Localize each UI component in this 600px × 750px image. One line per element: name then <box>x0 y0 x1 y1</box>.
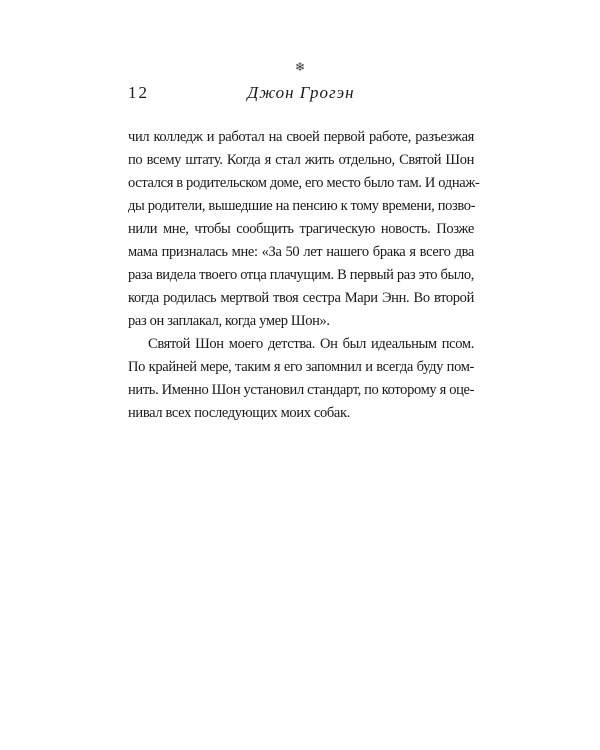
text-line: По крайней мере, таким я его запомнил и всегда буду пом- <box>128 359 474 375</box>
body-text <box>128 126 480 425</box>
page-number: 12 <box>128 83 149 102</box>
page-header <box>128 82 474 106</box>
text-line: по всему штату. Когда я стал жить отдельно, Святой Шон <box>128 152 474 168</box>
text-line: раз он заплакал, когда умер Шон». <box>128 313 330 329</box>
text-line: чил колледж и работал на своей первой работе, разъезжая <box>128 129 474 145</box>
text-line: раза видела твоего отца плачущим. В первый раз это было, <box>128 267 474 283</box>
text-line: когда родилась мертвой твоя сестра Мари Энн. Во второй <box>128 290 474 306</box>
paragraph-2 <box>128 333 474 425</box>
text-line: нить. Именно Шон установил стандарт, по которому я оце- <box>128 382 475 398</box>
paragraph-1 <box>128 126 480 333</box>
text-line: нивал всех последующих моих собак. <box>128 405 350 421</box>
text-line: нили мне, чтобы сообщить трагическую новость. Позже <box>128 221 474 237</box>
snowflake-ornament-icon: ❄ <box>294 60 306 74</box>
text-line: ды родители, вышедшие на пенсию к тому времени, позво- <box>128 198 476 214</box>
running-title: Джон Грогэн <box>247 83 355 102</box>
text-line: Святой Шон моего детства. Он был идеальным псом. <box>148 336 474 352</box>
text-line: остался в родительском доме, его место было там. И однаж- <box>128 175 480 191</box>
text-line: мама призналась мне: «За 50 лет нашего брака я всего два <box>128 244 474 260</box>
